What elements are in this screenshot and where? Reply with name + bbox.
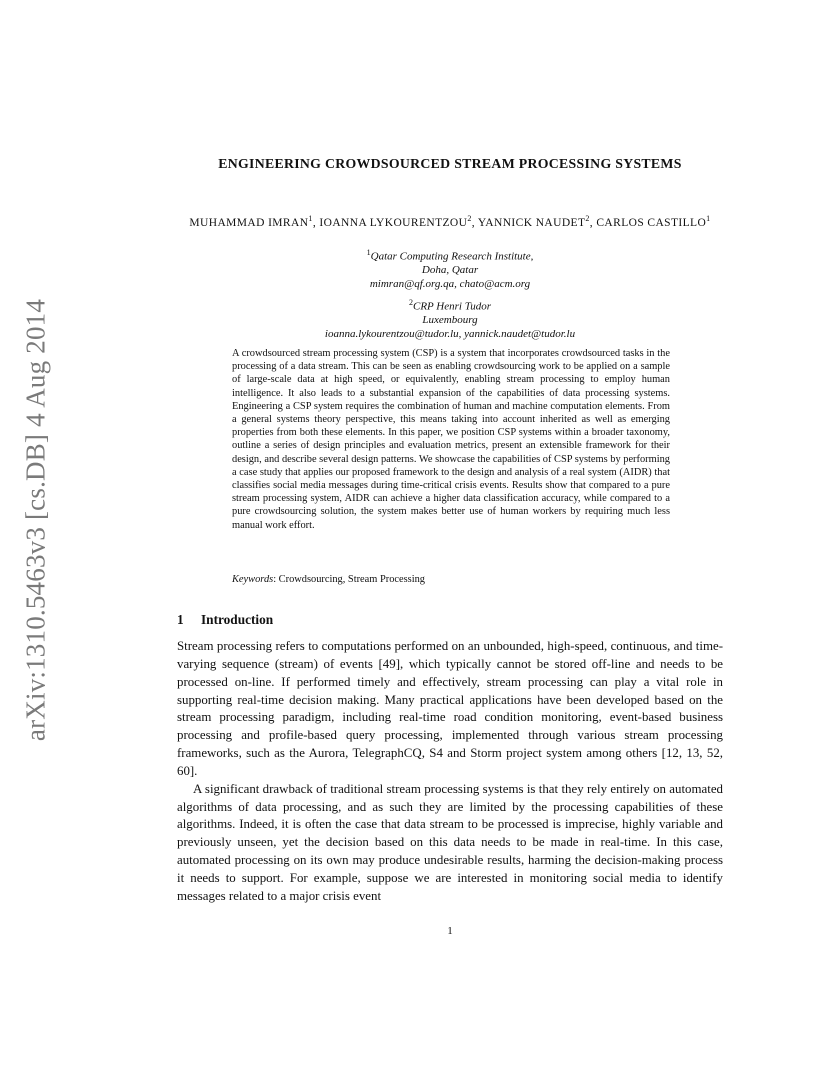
author-name: CARLOS CASTILLO: [596, 216, 707, 229]
section-number: 1: [177, 612, 184, 627]
keywords: [232, 574, 425, 585]
abstract: A crowdsourced stream processing system (CSP) is a system that incorporates crowdsourced tasks in the processing of a data stream. This can be seen as enabling crowdsourcing work to be applied on a sample of large-scale data at high speed, or equivalently, enabling stream processing to employ human intelligence. It also leads to a substantial expansion of the capabilities of data processing systems. Engineering a CSP system requires the combination of human and machine computation elements. From a general systems theory perspective, this means taking into account inherited as well as emerging properties from both these elements. In this paper, we position CSP systems within a broader taxonomy, outline a series of design principles and evaluation metrics, present an extensible framework for their design, and describe several design patterns. We showcase the capabilities of CSP systems by performing a case study that applies our proposed framework to the design and analysis of a real system (AIDR) that classifies social media messages during time-critical crisis events. Results show that compared to a pure stream processing system, AIDR can achieve a higher data classification accuracy, while compared to a pure crowdsourcing solution, the system makes better use of human workers by requiring much less manual work effort.: [232, 348, 670, 531]
section-title: Introduction: [201, 612, 274, 627]
author-affil-mark: 1: [706, 214, 711, 223]
section-heading: [177, 612, 273, 628]
arxiv-identifier: arXiv:1310.5463v3 [cs.DB] 4 Aug 2014: [20, 298, 51, 742]
author-affil-mark: 1: [308, 214, 313, 223]
affiliation-institution: Qatar Computing Research Institute,: [370, 250, 534, 263]
affiliation-location: Luxembourg: [422, 314, 478, 327]
author-name: IOANNA LYKOURENTZOU: [319, 216, 468, 229]
affiliation-block: [0, 296, 828, 341]
affiliation-mark: 2: [408, 298, 413, 307]
paragraph: A significant drawback of traditional stream processing systems is that they rely entirely on automated algorithms of data processing, and as such they are limited by the processing capabilities of these algorithms. Indeed, it is often the case that data stream to be processed is imprecise, highly variable and previously unseen, yet the decision based on this data needs to be made in real-time. In this case, automated processing on its own may produce undesirable results, harming the decision-making process it needs to support. For example, suppose we are interested in monitoring social media to identify messages related to a major crisis event: [177, 781, 723, 903]
affiliation-block: [0, 246, 828, 291]
affiliation-location: Doha, Qatar: [421, 264, 479, 277]
keywords-text: : Crowdsourcing, Stream Processing: [273, 574, 425, 585]
affiliation-institution: CRP Henri Tudor: [412, 300, 492, 313]
page-number: 1: [447, 925, 453, 937]
body-text: [177, 638, 723, 906]
author-affil-mark: 2: [585, 214, 590, 223]
paragraph: Stream processing refers to computations performed on an unbounded, high-speed, continuous, and time-varying sequence (stream) of events [49], which typically cannot be stored off-line and needs to be processed on-line. If performed timely and effectively, stream processing can play a vital role in supporting real-time decision making. Many practical applications have been developed based on the stream processing paradigm, including real-time road condition monitoring, event-based business processing and profile-based query processing, implemented through various stream processing frameworks, such as the Aurora, TelegraphCQ, S4 and Storm project system among others [12, 13, 52, 60].: [177, 639, 723, 778]
affiliation-emails: mimran@qf.org.qa, chato@acm.org: [369, 277, 531, 290]
affiliation-institution-line: [0, 296, 828, 314]
author-list: MUHAMMAD IMRAN$^1$, IOANNA LYKOURENTZOU$^2$, YANNICK NAUDET$^2$, CARLOS CASTILLO$^1$: [189, 214, 711, 229]
author-affil-mark: 2: [467, 214, 472, 223]
affiliation-mark: 1: [366, 248, 371, 257]
affiliation-institution-line: [0, 246, 828, 264]
affiliation-emails: ioanna.lykourentzou@tudor.lu, yannick.naudet@tudor.lu: [324, 327, 576, 340]
author-name: YANNICK NAUDET: [477, 216, 586, 229]
paper-title: ENGINEERING CROWDSOURCED STREAM PROCESSING SYSTEMS: [218, 156, 682, 171]
author-name: MUHAMMAD IMRAN: [189, 216, 309, 229]
keywords-label: Keywords: [232, 574, 274, 585]
